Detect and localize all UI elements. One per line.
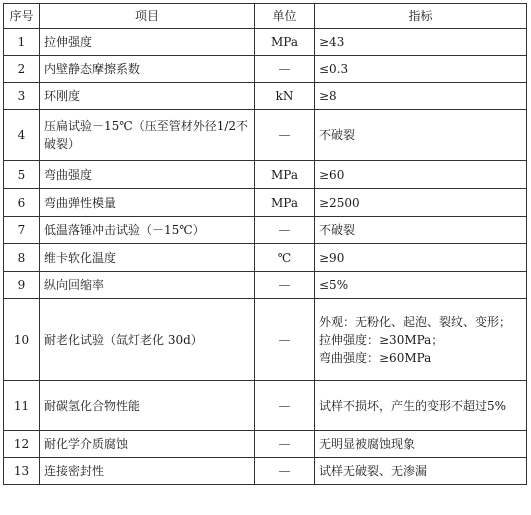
row-spec [315, 29, 527, 56]
row-number: 2 [4, 56, 40, 83]
table-row [4, 189, 527, 217]
row-spec [315, 381, 527, 431]
row-spec [315, 161, 527, 189]
spec-line: 不破裂 [319, 223, 356, 237]
row-unit: — [255, 431, 315, 458]
row-item: 弯曲强度 [40, 161, 255, 189]
row-number: 5 [4, 161, 40, 189]
row-item: 内壁静态摩擦系数 [40, 56, 255, 83]
row-unit: MPa [255, 29, 315, 56]
row-unit: — [255, 381, 315, 431]
spec-line: ≥43 [319, 35, 345, 49]
row-number: 13 [4, 458, 40, 485]
table-row [4, 272, 527, 299]
header-row [4, 4, 527, 29]
row-item: 低温落锤冲击试验（－15℃） [40, 217, 255, 244]
table-row [4, 381, 527, 431]
header-no: 序号 [4, 4, 40, 29]
spec-line: ≥2500 [319, 195, 360, 210]
table-row [4, 56, 527, 83]
spec-line: ≥90 [319, 250, 345, 265]
row-unit: — [255, 56, 315, 83]
row-unit: — [255, 272, 315, 299]
spec-line: 外观：无粉化、起泡、裂纹、变形； [319, 314, 512, 329]
spec-line: ≤5% [319, 278, 349, 292]
row-number: 8 [4, 244, 40, 272]
row-number: 10 [4, 299, 40, 381]
row-item: 压扁试验－15℃（压至管材外径1/2不破裂） [40, 110, 255, 161]
spec-line: 弯曲强度：≥60MPa [319, 350, 432, 365]
row-spec [315, 110, 527, 161]
spec-table [3, 3, 527, 485]
row-spec [315, 458, 527, 485]
row-unit: — [255, 458, 315, 485]
spec-line: 不破裂 [319, 128, 356, 142]
row-item: 纵向回缩率 [40, 272, 255, 299]
table-row [4, 161, 527, 189]
row-spec [315, 299, 527, 381]
row-number: 7 [4, 217, 40, 244]
spec-line: ≥60 [319, 167, 345, 182]
row-spec [315, 217, 527, 244]
row-unit: MPa [255, 161, 315, 189]
row-number: 4 [4, 110, 40, 161]
row-item: 环刚度 [40, 83, 255, 110]
header-unit: 单位 [255, 4, 315, 29]
spec-line: 无明显被腐蚀现象 [319, 437, 416, 451]
row-number: 12 [4, 431, 40, 458]
table-row [4, 299, 527, 381]
row-spec [315, 431, 527, 458]
row-number: 9 [4, 272, 40, 299]
row-spec [315, 56, 527, 83]
row-spec [315, 83, 527, 110]
row-spec [315, 272, 527, 299]
row-item: 拉伸强度 [40, 29, 255, 56]
row-spec [315, 244, 527, 272]
spec-line: ≥8 [319, 89, 337, 103]
spec-line: 拉伸强度：≥30MPa； [319, 332, 444, 347]
table-row [4, 431, 527, 458]
table-row [4, 83, 527, 110]
table-row [4, 458, 527, 485]
row-item: 弯曲弹性模量 [40, 189, 255, 217]
row-item: 连接密封性 [40, 458, 255, 485]
row-spec [315, 189, 527, 217]
row-item: 耐碳氢化合物性能 [40, 381, 255, 431]
table-row [4, 244, 527, 272]
row-unit: ℃ [255, 244, 315, 272]
header-spec: 指标 [315, 4, 527, 29]
row-unit: MPa [255, 189, 315, 217]
row-unit: kN [255, 83, 315, 110]
row-number: 1 [4, 29, 40, 56]
row-unit: — [255, 217, 315, 244]
spec-line: 试样不损坏，产生的变形不超过5% [319, 398, 507, 413]
table-row [4, 217, 527, 244]
row-number: 11 [4, 381, 40, 431]
table-row [4, 29, 527, 56]
row-item: 耐老化试验（氙灯老化 30d） [40, 299, 255, 381]
header-item: 项目 [40, 4, 255, 29]
table-row [4, 110, 527, 161]
row-number: 6 [4, 189, 40, 217]
spec-line: 试样无破裂、无渗漏 [319, 464, 428, 478]
row-item: 维卡软化温度 [40, 244, 255, 272]
row-item: 耐化学介质腐蚀 [40, 431, 255, 458]
row-number: 3 [4, 83, 40, 110]
spec-line: ≤0.3 [319, 62, 349, 76]
row-unit: — [255, 110, 315, 161]
row-unit: — [255, 299, 315, 381]
